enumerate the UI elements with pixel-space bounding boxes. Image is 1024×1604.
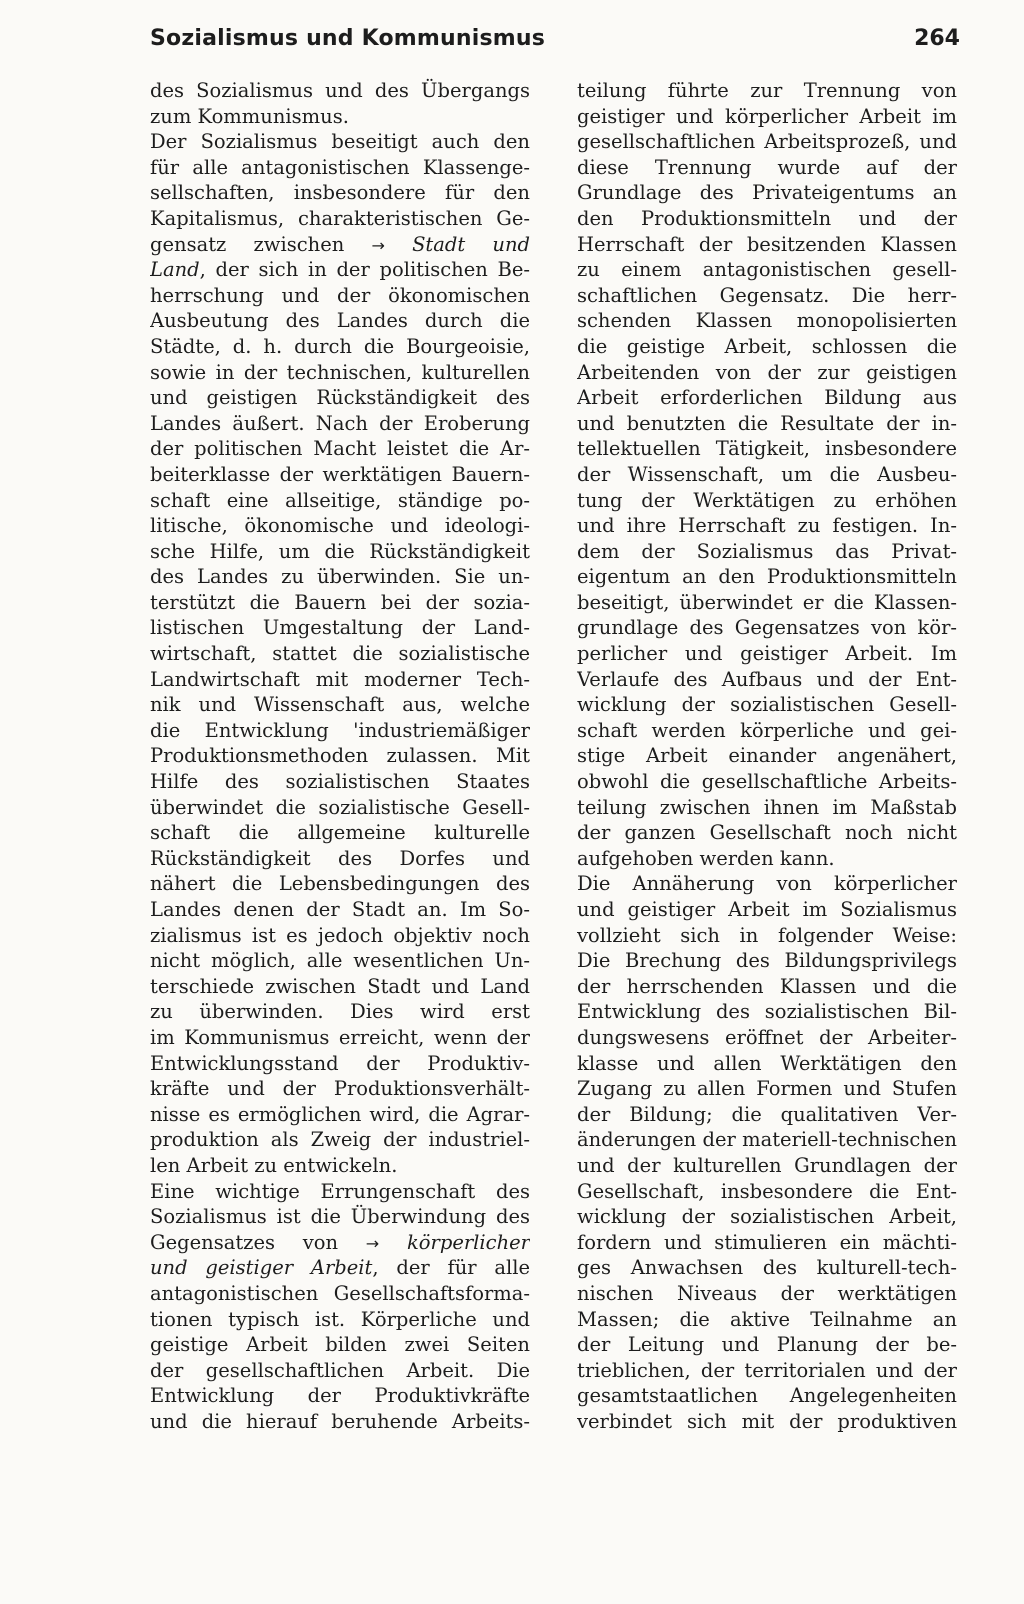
text-span: gensatz zwischen (150, 232, 345, 256)
text-line (150, 1230, 530, 1256)
text-line: der gesellschaftlichen Arbeit. Die (150, 1358, 530, 1382)
text-line: und benutzten die Resultate der in- (577, 411, 957, 435)
text-line: der politischen Macht leistet die Ar- (150, 437, 530, 461)
text-line: der Wissenschaft, um die Ausbeu- (577, 462, 957, 486)
text-line: obwohl die gesellschaftliche Arbeits- (577, 770, 957, 794)
text-span: Gegensatzes von (150, 1230, 339, 1254)
text-line: perlicher und geistiger Arbeit. Im (577, 642, 957, 666)
text-line: Rückständigkeit des Dorfes und (150, 846, 530, 870)
text-line: sche Hilfe, um die Rückständigkeit (150, 539, 530, 563)
text-line: gesellschaftlichen Arbeitsprozeß, und (577, 130, 957, 154)
text-line: schaftlichen Gegensatz. Die herr- (577, 283, 957, 307)
text-line: Verlaufe des Aufbaus und der Ent- (577, 667, 957, 691)
text-line: Entwicklungsstand der Produktiv- (150, 1051, 530, 1075)
right-column (577, 78, 957, 1434)
text-line: ges Anwachsen des kulturell-tech- (577, 1256, 957, 1280)
text-line: tionen typisch ist. Körperliche und (150, 1307, 530, 1331)
text-line: wirtschaft, stattet die sozialistische (150, 642, 530, 666)
xref-text: Stadt und (412, 232, 530, 256)
text-line: Städte, d. h. durch die Bourgeoisie, (150, 334, 530, 358)
text-line: und geistigen Rückständigkeit des (150, 386, 530, 410)
text-line: Herrschaft der besitzenden Klassen (577, 232, 957, 256)
text-line: dem der Sozialismus das Privat- (577, 539, 957, 563)
text-line: antagonistischen Gesellschaftsforma- (150, 1281, 530, 1305)
text-line: Hilfe des sozialistischen Staates (150, 770, 530, 794)
text-line: und ihre Herrschaft zu festigen. In- (577, 514, 957, 538)
text-line: die geistige Arbeit, schlossen die (577, 334, 957, 358)
text-line: nicht möglich, alle wesentlichen Un- (150, 949, 530, 973)
text-line: Die Annäherung von körperlicher (577, 872, 957, 896)
text-line: zialismus ist es jedoch objektiv noch (150, 923, 530, 947)
text-line: verbindet sich mit der produktiven (577, 1409, 957, 1433)
text-line: terstützt die Bauern bei der sozia- (150, 590, 530, 614)
text-line: Arbeitenden von der zur geistigen (577, 360, 957, 384)
text-line: änderungen der materiell-technischen (577, 1128, 957, 1152)
text-line: Entwicklung der Produktivkräfte (150, 1384, 530, 1408)
text-span: , der für alle (372, 1256, 530, 1280)
text-line: fordern und stimulieren ein mächti- (577, 1230, 957, 1254)
text-line: teilung zwischen ihnen im Maßstab (577, 795, 957, 819)
text-line: len Arbeit zu entwickeln. (150, 1153, 398, 1177)
text-line: die Entwicklung 'industriemäßiger (150, 718, 530, 742)
text-line: Landwirtschaft mit moderner Tech- (150, 667, 530, 691)
text-line: Landes denen der Stadt an. Im So- (150, 898, 530, 921)
text-line (150, 232, 530, 258)
text-line: und die hierauf beruhende Arbeits- (150, 1409, 530, 1433)
text-line: nisse es ermöglichen wird, die Agrar- (150, 1102, 530, 1126)
text-line: beiterklasse der werktätigen Bauern- (150, 462, 530, 486)
text-line: und geistiger Arbeit im Sozialismus (577, 898, 957, 921)
text-line: den Produktionsmitteln und der (577, 206, 957, 230)
text-line: Sozialismus ist die Überwindung des (150, 1205, 530, 1229)
xref-text: körperlicher (406, 1230, 530, 1254)
text-line: aufgehoben werden kann. (577, 846, 835, 870)
text-line: sellschaften, insbesondere für den (150, 181, 530, 205)
text-line: der ganzen Gesellschaft noch nicht (577, 821, 957, 845)
text-line: sowie in der technischen, kulturellen (150, 360, 530, 384)
arrow-right-icon: → (371, 235, 385, 255)
text-line: grundlage des Gegensatzes von kör- (577, 616, 957, 640)
text-line: Zugang zu allen Formen und Stufen (577, 1077, 957, 1101)
cross-reference-geistiger-arbeit[interactable]: und geistiger Arbeit (150, 1256, 373, 1280)
text-line: zu überwinden. Dies wird erst (150, 1000, 530, 1024)
text-line: wicklung der sozialistischen Arbeit, (577, 1205, 957, 1229)
text-line: nähert die Lebensbedingungen des (150, 872, 530, 896)
text-line: teilung führte zur Trennung von (577, 79, 957, 102)
running-header (150, 26, 960, 66)
text-line: terschiede zwischen Stadt und Land (150, 974, 530, 998)
text-line: schaft die allgemeine kulturelle (150, 821, 530, 845)
page-title: Sozialismus und Kommunismus (150, 26, 546, 51)
cross-reference-koerperlicher-arbeit[interactable] (366, 1231, 530, 1254)
text-line: eigentum an den Produktionsmitteln (577, 565, 957, 589)
text-line: klasse und allen Werktätigen den (577, 1051, 957, 1075)
text-line: Der Sozialismus beseitigt auch den (150, 130, 530, 154)
text-line: Produktionsmethoden zulassen. Mit (150, 744, 530, 768)
text-line: der Bildung; die qualitativen Ver- (577, 1102, 957, 1126)
text-line: Ausbeutung des Landes durch die (150, 309, 530, 333)
text-line: Massen; die aktive Teilnahme an (577, 1307, 957, 1331)
text-line: schenden Klassen monopolisierten (577, 309, 957, 333)
text-line: produktion als Zweig der industriel- (150, 1128, 530, 1152)
text-line: tung der Werktätigen zu erhöhen (577, 488, 957, 512)
text-line: herrschung und der ökonomischen (150, 283, 530, 307)
text-line (150, 257, 530, 283)
text-line: stige Arbeit einander angenähert, (577, 744, 957, 768)
text-line: vollzieht sich in folgender Weise: (577, 923, 957, 947)
text-line: des Sozialismus und des Übergangs (150, 79, 530, 102)
text-line: schaft werden körperliche und gei- (577, 718, 957, 742)
text-line: diese Trennung wurde auf der (577, 155, 957, 179)
text-line: litische, ökonomische und ideologi- (150, 514, 530, 538)
text-line: und der kulturellen Grundlagen der (577, 1153, 957, 1177)
text-line: Grundlage des Privateigentums an (577, 181, 957, 205)
text-line (150, 1255, 530, 1281)
text-line: für alle antagonistischen Klassenge- (150, 155, 530, 179)
text-line: dungswesens eröffnet der Arbeiter- (577, 1025, 957, 1049)
arrow-right-icon: → (365, 1233, 380, 1253)
text-line: Die Brechung des Bildungsprivilegs (577, 949, 957, 973)
text-line: listischen Umgestaltung der Land- (150, 616, 530, 640)
text-line: im Kommunismus erreicht, wenn der (150, 1025, 530, 1049)
text-line: überwindet die sozialistische Gesell- (150, 795, 530, 819)
text-line: Landes äußert. Nach der Eroberung (150, 411, 530, 435)
text-line: nischen Niveaus der werktätigen (577, 1281, 957, 1305)
text-line: Eine wichtige Errungenschaft des (150, 1179, 530, 1203)
text-line: nik und Wissenschaft aus, welche (150, 693, 530, 717)
text-line: geistige Arbeit bilden zwei Seiten (150, 1333, 530, 1357)
page-number: 264 (914, 26, 960, 51)
text-line: der Leitung und Planung der be- (577, 1333, 957, 1357)
text-line: des Landes zu überwinden. Sie un- (150, 565, 530, 589)
text-line: der herrschenden Klassen und die (577, 974, 957, 998)
text-line: Entwicklung des sozialistischen Bil- (577, 1000, 957, 1024)
text-line: beseitigt, überwindet er die Klassen- (577, 590, 957, 614)
text-line: trieblichen, der territorialen und der (577, 1358, 957, 1382)
text-line: gesamtstaatlichen Angelegenheiten (577, 1384, 957, 1408)
text-line: Gesellschaft, insbesondere die Ent- (577, 1179, 957, 1203)
text-line: geistiger und körperlicher Arbeit im (577, 104, 957, 128)
text-line: Arbeit erforderlichen Bildung aus (577, 386, 957, 410)
text-line: Kapitalismus, charakteristischen Ge- (150, 206, 530, 230)
text-line: wicklung der sozialistischen Gesell- (577, 693, 957, 717)
left-column (150, 78, 530, 1434)
text-span: , der sich in der politischen Be- (199, 258, 530, 282)
text-line: zu einem antagonistischen gesell- (577, 258, 957, 282)
text-line: kräfte und der Produktionsverhält- (150, 1077, 530, 1101)
cross-reference-stadt-und-land[interactable] (371, 233, 530, 256)
text-line: tellektuellen Tätigkeit, insbesondere (577, 437, 957, 461)
cross-reference-land[interactable]: Land (150, 258, 200, 282)
text-line: schaft eine allseitige, ständige po- (150, 488, 530, 512)
text-line: zum Kommunismus. (150, 104, 349, 128)
